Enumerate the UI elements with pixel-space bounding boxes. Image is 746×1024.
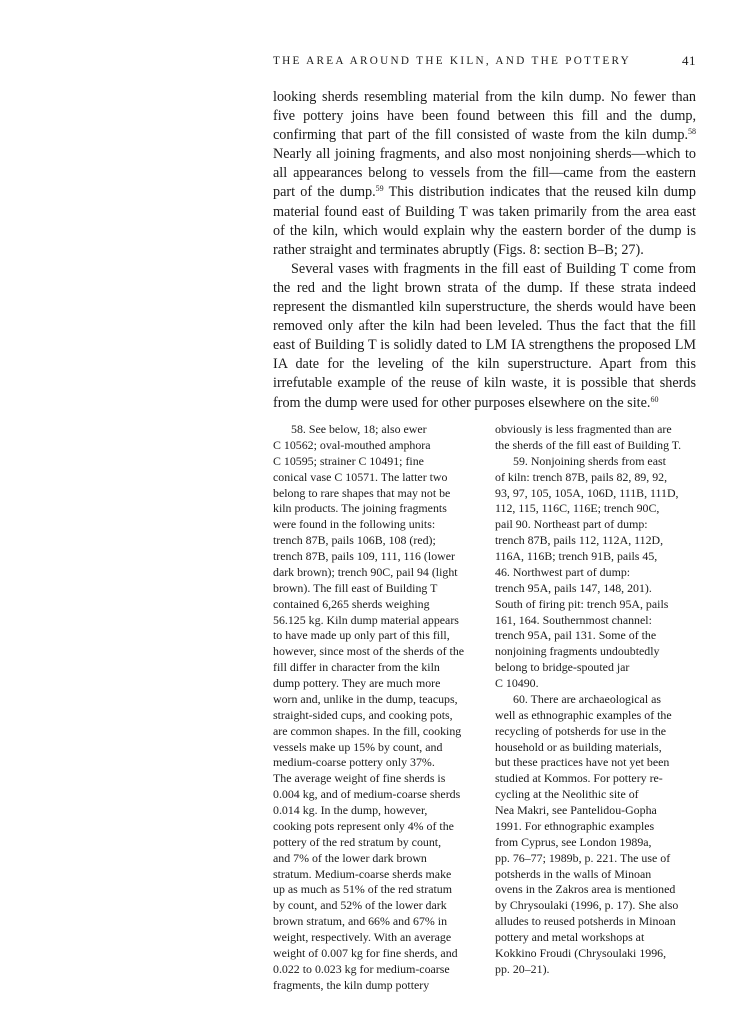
paragraph-1-text-c: This distribution indicates that the reused kiln dump material found east of Building T was taken primarily from the area east of the kiln, which would explain why the eastern border of the dump is rather straight and terminates abruptly (Figs. 8: section B–B; 27). [273,184,696,258]
footnote-line: alludes to reused potsherds in Minoan [495,914,676,929]
footnote-line: to have made up only part of this fill, [273,628,450,643]
body-paragraph-1 [273,88,696,260]
footnote-line: well as ethnographic examples of the [495,707,672,722]
footnote-line: pail 90. Northeast part of dump: [495,517,648,532]
footnote-line: 0.014 kg. In the dump, however, [273,803,428,817]
footnote-line: belong to rare shapes that may not be [273,485,451,500]
footnote-58 [273,422,476,994]
running-title: THE AREA AROUND THE KILN, AND THE POTTERY [273,55,632,67]
footnote-ref-59: 59 [375,184,384,194]
footnote-line: kiln products. The joining fragments [273,501,447,516]
footnote-line: trench 95A, pail 131. Some of the [495,628,657,643]
footnote-line: brown). The fill east of Building T [273,580,438,595]
footnote-line: nonjoining fragments undoubtedly [495,644,660,659]
footnote-line: C 10562; oval-mouthed amphora [273,437,431,452]
footnotes-right-column [495,422,700,978]
footnote-line: by Chrysoulaki (1996, p. 17). She also [495,898,679,913]
footnote-58-continued [495,422,700,454]
footnote-line: contained 6,265 sherds weighing [273,596,430,611]
footnote-line: belong to bridge-spouted jar [495,660,630,675]
footnote-line: up as much as 51% of the red stratum [273,882,452,897]
footnote-line: worn and, unlike in the dump, teacups, [273,691,458,706]
footnote-line: trench 87B, pails 112, 112A, 112D, [495,533,664,548]
footnote-60 [495,692,700,978]
footnote-line: weight of 0.007 kg for fine sherds, and [273,945,458,960]
footnote-line: cooking pots represent only 4% of the [273,818,454,833]
footnote-line: 116A, 116B; trench 91B, pails 45, [495,549,658,563]
footnote-line: The average weight of fine sherds is [273,771,446,786]
footnote-line: trench 95A, pails 147, 148, 201). [495,580,652,595]
footnote-line: however, since most of the sherds of the [273,644,465,659]
footnote-line: the sherds of the fill east of Building T. [495,437,682,452]
footnote-line: 112, 115, 116C, 116E; trench 90C, [495,501,660,516]
footnote-line: 56.125 kg. Kiln dump material appears [273,612,459,627]
paragraph-2-text: Several vases with fragments in the fill east of Building T come from the red and the light brown strata of the dump. If these strata indeed represent the dismantled kiln superstructure, the sherds would have been removed only after the kiln had been leveled. Thus the fact that the fill east of Building T is solidly dated to LM IA strengthens the proposed LM IA date for the leveling of the kiln superstructure. Apart from this irrefutable example of the reuse of kiln waste, it is possible that sherds from the dump were used for other purposes elsewhere on the site. [273,260,696,411]
footnote-line: C 10595; strainer C 10491; fine [273,453,424,468]
footnote-line: cycling at the Neolithic site of [495,787,639,802]
footnote-line: stratum. Medium-coarse sherds make [273,866,452,881]
paragraph-1-text-a: looking sherds resembling material from the kiln dump. No fewer than five pottery joins have been found between this fill and the dump, confirming that part of the fill consisted of waste from the kiln dump. [273,89,696,144]
footnote-line: 46. Northwest part of dump: [495,564,631,579]
footnote-line: pottery and metal workshops at [495,930,645,944]
footnote-line: potsherds in the walls of Minoan [495,866,652,881]
footnote-line: from Cyprus, see London 1989a, [495,834,652,849]
footnote-line: 161, 164. Southernmost channel: [495,612,652,627]
footnote-line: household or as building materials, [495,739,662,754]
footnote-line: studied at Kommos. For pottery re- [495,771,663,786]
footnote-line: by count, and 52% of the lower dark [273,898,447,913]
footnotes-left-column [273,422,476,994]
footnote-line: straight-sided cups, and cooking pots, [273,707,453,722]
footnote-line: 0.004 kg, and of medium-coarse sherds [273,787,461,802]
footnote-line: Kokkino Froudi (Chrysoulaki 1996, [495,945,667,960]
footnote-line: 0.022 to 0.023 kg for medium-coarse [273,961,450,976]
footnote-line: weight, respectively. With an average [273,930,452,944]
footnote-line: dump pottery. They are much more [273,676,441,690]
footnote-line: 93, 97, 105, 105A, 106D, 111B, 111D, [495,485,679,500]
footnote-line: 1991. For ethnographic examples [495,818,655,833]
footnote-line: vessels make up 15% by count, and [273,739,443,754]
footnote-line: ovens in the Zakros area is mentioned [495,882,676,897]
page-number: 41 [682,53,696,68]
footnote-line: 59. Nonjoining sherds from east [513,453,666,468]
footnote-line: obviously is less fragmented than are [495,422,672,436]
footnote-line: brown stratum, and 66% and 67% in [273,914,448,929]
footnote-line: of kiln: trench 87B, pails 82, 89, 92, [495,469,668,484]
footnote-line: pottery of the red stratum by count, [273,834,442,849]
footnote-line: and 7% of the lower dark brown [273,850,427,865]
footnote-ref-58: 58 [688,127,696,137]
footnote-line: conical vase C 10571. The latter two [273,469,448,484]
footnote-line: Nea Makri, see Pantelidou-Gopha [495,803,657,817]
footnote-line: medium-coarse pottery only 37%. [273,755,435,770]
footnote-line: trench 87B, pails 109, 111, 116 (lower [273,549,455,563]
footnote-line: 58. See below, 18; also ewer [291,422,427,436]
footnote-line: 60. There are archaeological as [513,691,661,706]
footnote-line: dark brown); trench 90C, pail 94 (light [273,564,458,579]
footnote-line: C 10490. [495,676,539,690]
footnote-line: were found in the following units: [273,517,436,532]
footnote-ref-60: 60 [650,394,659,404]
footnote-line: are common shapes. In the fill, cooking [273,723,462,738]
footnote-line: trench 87B, pails 106B, 108 (red); [273,533,436,548]
footnote-line: fragments, the kiln dump pottery [273,977,430,992]
footnote-59 [495,454,700,692]
main-text [273,88,696,413]
footnote-line: recycling of potsherds for use in the [495,723,667,738]
footnote-line: pp. 76–77; 1989b, p. 221. The use of [495,850,671,865]
footnote-line: South of firing pit: trench 95A, pails [495,596,669,611]
body-paragraph-2 [273,260,696,413]
footnote-line: but these practices have not yet been [495,755,670,770]
running-head [273,52,696,70]
paragraph-1-text-b: Nearly all joining fragments, and also most nonjoining sherds—which to all appearances belong to vessels from the fill—came from the eastern part of the dump. [273,146,696,201]
footnote-line: pp. 20–21). [495,961,550,976]
footnote-line: fill differ in character from the kiln [273,660,440,675]
